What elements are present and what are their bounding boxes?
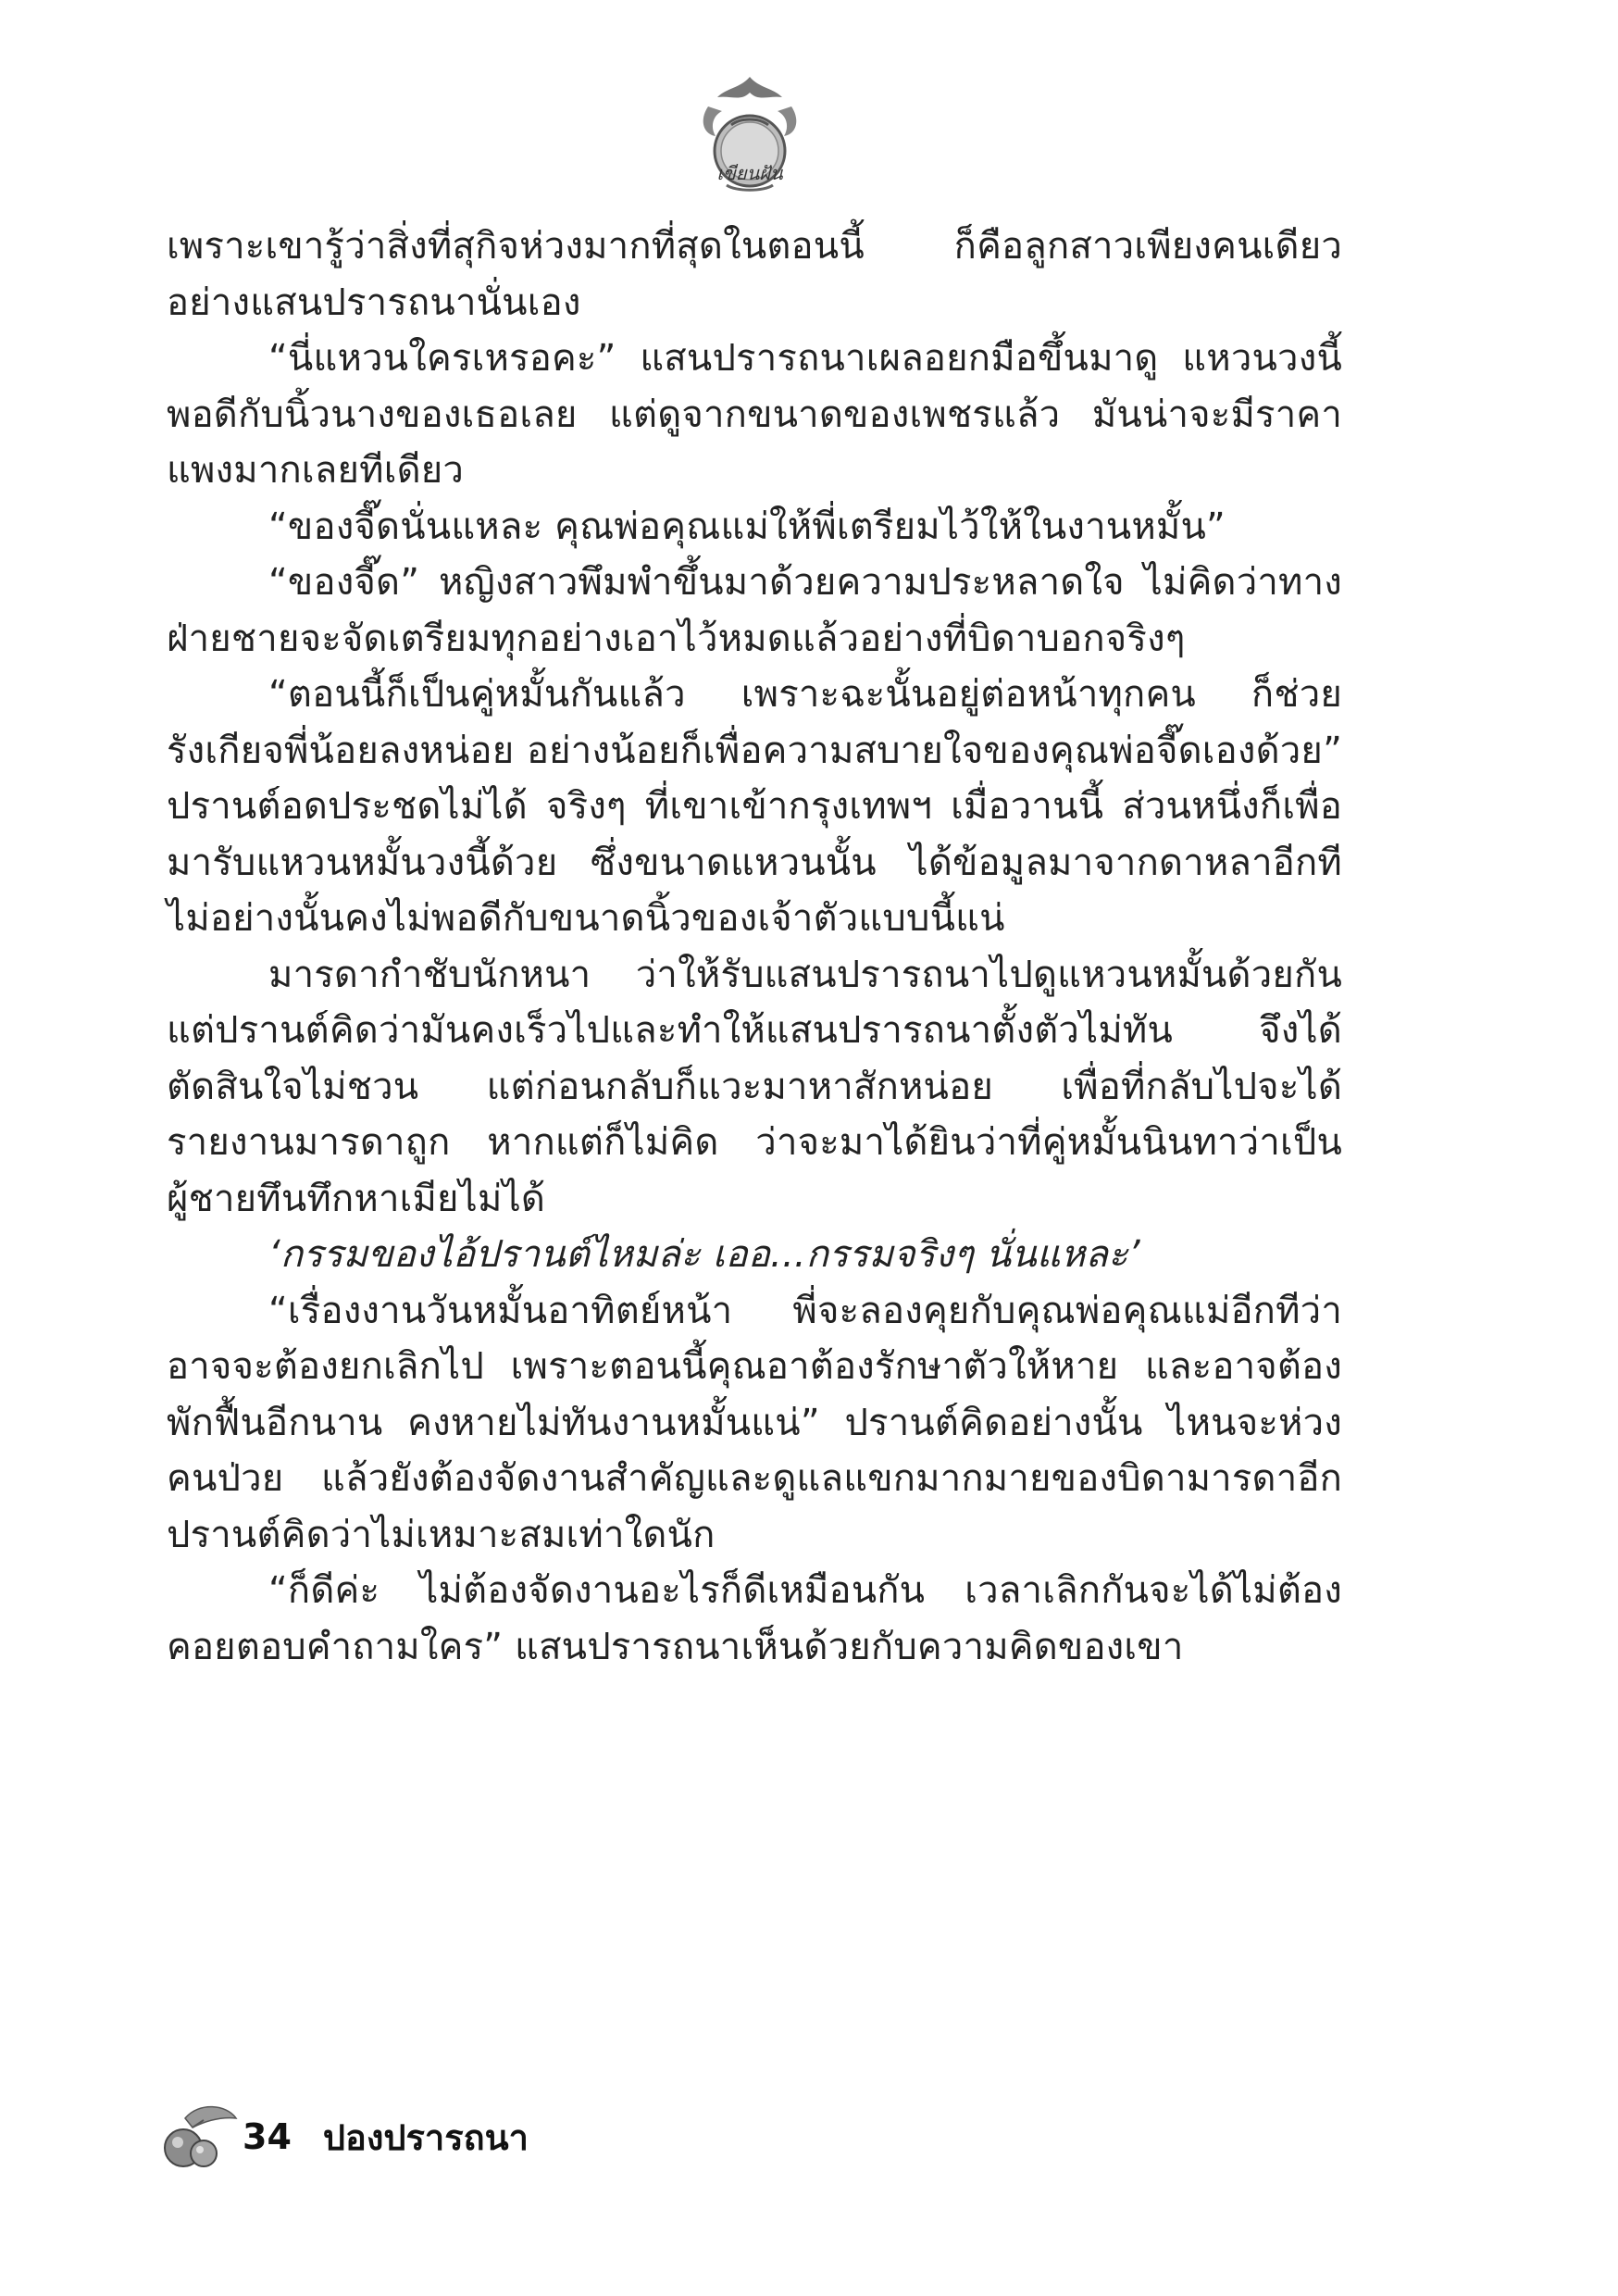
logo-text: เขียนฝัน bbox=[716, 162, 783, 184]
paragraph: “นี่แหวนใครเหรอคะ” แสนปรารถนาเผลอยกมือขึ้นมาดู แหวนวงนี้พอดีกับนิ้วนางของเธอเลย แต่ดูจากขนาดของเพชรแล้ว มันน่าจะมีราคาแพงมากเลยทีเดียว bbox=[167, 337, 1342, 492]
book-title: ปองปรารถนา bbox=[322, 2116, 529, 2158]
page-footer bbox=[157, 2100, 529, 2174]
page-number: 34 bbox=[243, 2116, 292, 2157]
paragraph: “ตอนนี้ก็เป็นคู่หมั้นกันแล้ว เพราะฉะนั้นอยู่ต่อหน้าทุกคน ก็ช่วยรังเกียจพี่น้อยลงหน่อย อย่างน้อยก็เพื่อความสบายใจของคุณพ่อจี๊ดเองด้วย” ปรานต์อดประชดไม่ได้ จริงๆ ที่เขาเข้ากรุงเทพฯ เมื่อวานนี้ ส่วนหนึ่งก็เพื่อมารับแหวนหมั้นวงนี้ด้วย ซึ่งขนาดแหวนนั้น ได้ข้อมูลมาจากดาหลาอีกที ไม่อย่างนั้นคงไม่พอดีกับขนาดนิ้วของเจ้าตัวแบบนี้แน่ bbox=[167, 673, 1342, 940]
paragraph: เพราะเขารู้ว่าสิ่งที่สุกิจห่วงมากที่สุดในตอนนี้ ก็คือลูกสาวเพียงคนเดียวอย่างแสนปรารถนานั่นเอง bbox=[167, 225, 1342, 324]
body-text bbox=[167, 218, 1342, 1675]
header-logo bbox=[690, 69, 810, 199]
paragraph: “ของจี๊ด” หญิงสาวพึมพำขึ้นมาด้วยความประหลาดใจ ไม่คิดว่าทางฝ่ายชายจะจัดเตรียมทุกอย่างเอาไว้หมดแล้วอย่างที่บิดาบอกจริงๆ bbox=[167, 561, 1342, 660]
paragraph: มารดากำชับนักหนา ว่าให้รับแสนปรารถนาไปดูแหวนหมั้นด้วยกันแต่ปรานต์คิดว่ามันคงเร็วไปและทำให้แสนปรารถนาตั้งตัวไม่ทัน จึงได้ตัดสินใจไม่ชวน แต่ก่อนกลับก็แวะมาหาสักหน่อย เพื่อที่กลับไปจะได้รายงานมารดาถูก หากแต่ก็ไม่คิด ว่าจะมาได้ยินว่าที่คู่หมั้นนินทาว่าเป็นผู้ชายทึนทึกหาเมียไม่ได้ bbox=[167, 953, 1342, 1220]
paragraph: “ของจี๊ดนั่นแหละ คุณพ่อคุณแม่ให้พี่เตรียมไว้ให้ในงานหมั้น” bbox=[268, 505, 1226, 548]
fruit-icon bbox=[157, 2100, 241, 2174]
paragraph: “ก็ดีค่ะ ไม่ต้องจัดงานอะไรก็ดีเหมือนกัน เวลาเลิกกันจะได้ไม่ต้องคอยตอบคำถามใคร” แสนปรารถนาเห็นด้วยกับความคิดของเขา bbox=[167, 1569, 1342, 1668]
paragraph: “เรื่องงานวันหมั้นอาทิตย์หน้า พี่จะลองคุยกับคุณพ่อคุณแม่อีกทีว่าอาจจะต้องยกเลิกไป เพราะตอนนี้คุณอาต้องรักษาตัวให้หาย และอาจต้องพักฟื้นอีกนาน คงหายไม่ทันงานหมั้นแน่” ปรานต์คิดอย่างนั้น ไหนจะห่วงคนป่วย แล้วยังต้องจัดงานสำคัญและดูแลแขกมากมายของบิดามารดาอีก ปรานต์คิดว่าไม่เหมาะสมเท่าใดนัก bbox=[167, 1289, 1342, 1556]
paragraph-italic-thought: ‘กรรมของไอ้ปรานต์ไหมล่ะ เออ...กรรมจริงๆ นั่นแหละ’ bbox=[268, 1233, 1140, 1276]
